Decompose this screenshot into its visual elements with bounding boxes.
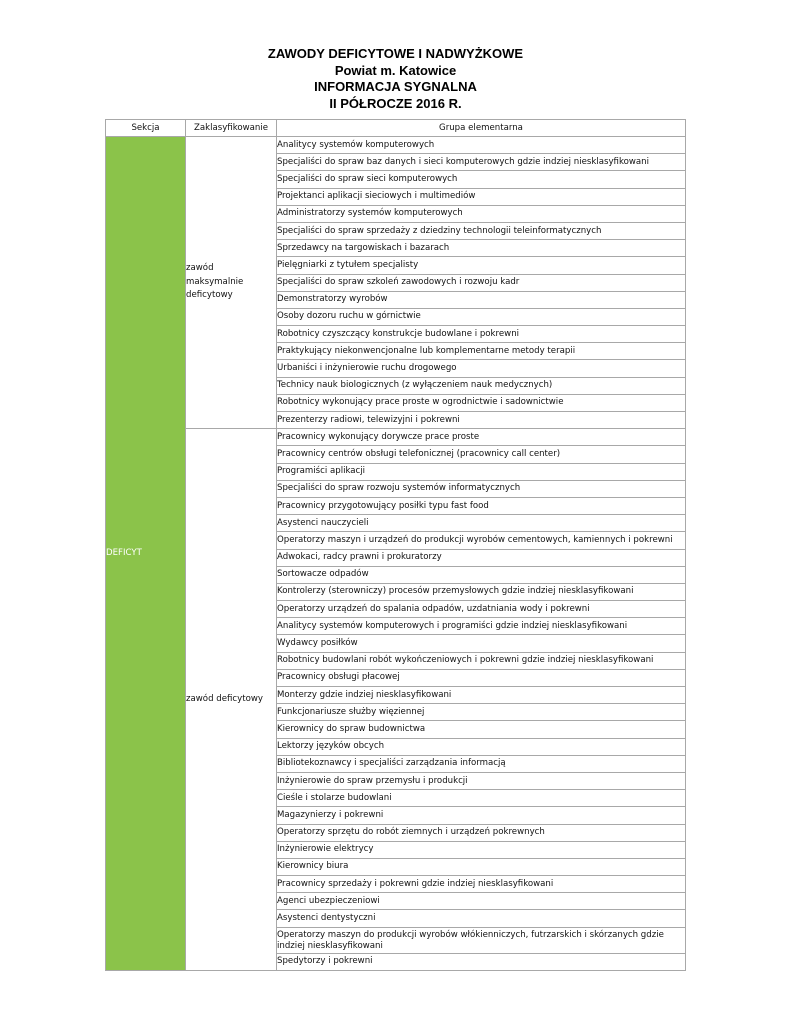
occupations-table bbox=[105, 119, 686, 971]
header-zaklasyfikowanie: Zaklasyfikowanie bbox=[186, 120, 277, 137]
grupa-elementarna-cell: Specjaliści do spraw sieci komputerowych bbox=[277, 171, 686, 188]
grupa-elementarna-cell: Kierownicy biura bbox=[277, 858, 686, 875]
grupa-elementarna-cell: Sortowacze odpadów bbox=[277, 566, 686, 583]
grupa-elementarna-cell: Asystenci dentystyczni bbox=[277, 910, 686, 927]
header-grupa-elementarna: Grupa elementarna bbox=[277, 120, 686, 137]
grupa-elementarna-cell: Operatorzy sprzętu do robót ziemnych i urządzeń pokrewnych bbox=[277, 824, 686, 841]
grupa-elementarna-cell: Operatorzy maszyn do produkcji wyrobów włókienniczych, futrzarskich i skórzanych gdzie indziej niesklasyfikowani bbox=[277, 927, 686, 953]
grupa-elementarna-cell: Pracownicy centrów obsługi telefonicznej (pracownicy call center) bbox=[277, 446, 686, 463]
zaklasyfikowanie-cell bbox=[186, 429, 277, 971]
title-line-2: Powiat m. Katowice bbox=[334, 62, 457, 78]
grupa-elementarna-cell: Pracownicy sprzedaży i pokrewni gdzie indziej niesklasyfikowani bbox=[277, 876, 686, 893]
grupa-elementarna-cell: Demonstratorzy wyrobów bbox=[277, 291, 686, 308]
grupa-elementarna-cell: Asystenci nauczycieli bbox=[277, 515, 686, 532]
grupa-elementarna-cell: Operatorzy maszyn i urządzeń do produkcji wyrobów cementowych, kamiennych i pokrewni bbox=[277, 532, 686, 549]
zaklasyfikowanie-cell bbox=[186, 137, 277, 429]
grupa-elementarna-cell: Specjaliści do spraw baz danych i sieci komputerowych gdzie indziej niesklasyfikowani bbox=[277, 154, 686, 171]
grupa-elementarna-cell: Robotnicy czyszczący konstrukcje budowlane i pokrewni bbox=[277, 326, 686, 343]
grupa-elementarna-cell: Pracownicy przygotowujący posiłki typu fast food bbox=[277, 497, 686, 514]
grupa-elementarna-cell: Programiści aplikacji bbox=[277, 463, 686, 480]
table-header-row bbox=[106, 120, 686, 137]
grupa-elementarna-cell: Specjaliści do spraw sprzedaży z dziedziny technologii teleinformatycznych bbox=[277, 222, 686, 239]
document-title bbox=[0, 46, 791, 112]
grupa-elementarna-cell: Pielęgniarki z tytułem specjalisty bbox=[277, 257, 686, 274]
grupa-elementarna-cell: Administratorzy systemów komputerowych bbox=[277, 205, 686, 222]
grupa-elementarna-cell: Operatorzy urządzeń do spalania odpadów, uzdatniania wody i pokrewni bbox=[277, 601, 686, 618]
grupa-elementarna-cell: Cieśle i stolarze budowlani bbox=[277, 790, 686, 807]
title-line-4: II PÓŁROCZE 2016 R. bbox=[329, 95, 462, 111]
grupa-elementarna-cell: Projektanci aplikacji sieciowych i multimediów bbox=[277, 188, 686, 205]
grupa-elementarna-cell: Inżynierowie elektrycy bbox=[277, 841, 686, 858]
grupa-elementarna-cell: Inżynierowie do spraw przemysłu i produkcji bbox=[277, 772, 686, 789]
grupa-elementarna-cell: Monterzy gdzie indziej niesklasyfikowani bbox=[277, 687, 686, 704]
sekcja-cell: DEFICYT bbox=[106, 137, 186, 971]
grupa-elementarna-cell: Robotnicy budowlani robót wykończeniowych i pokrewni gdzie indziej niesklasyfikowani bbox=[277, 652, 686, 669]
table-row bbox=[106, 429, 686, 446]
grupa-elementarna-cell: Analitycy systemów komputerowych bbox=[277, 137, 686, 154]
grupa-elementarna-cell: Magazynierzy i pokrewni bbox=[277, 807, 686, 824]
grupa-elementarna-cell: Kontrolerzy (sterowniczy) procesów przemysłowych gdzie indziej niesklasyfikowani bbox=[277, 583, 686, 600]
grupa-elementarna-cell: Spedytorzy i pokrewni bbox=[277, 953, 686, 970]
grupa-elementarna-cell: Sprzedawcy na targowiskach i bazarach bbox=[277, 240, 686, 257]
grupa-elementarna-cell: Kierownicy do spraw budownictwa bbox=[277, 721, 686, 738]
grupa-elementarna-cell: Funkcjonariusze służby więziennej bbox=[277, 704, 686, 721]
grupa-elementarna-cell: Agenci ubezpieczeniowi bbox=[277, 893, 686, 910]
title-line-1: ZAWODY DEFICYTOWE I NADWYŻKOWE bbox=[267, 46, 524, 61]
grupa-elementarna-cell: Specjaliści do spraw szkoleń zawodowych i rozwoju kadr bbox=[277, 274, 686, 291]
zaklasyfikowanie-label: zawód deficytowy bbox=[186, 693, 263, 704]
zaklasyfikowanie-label: zawód maksymalnie deficytowy bbox=[186, 263, 244, 301]
grupa-elementarna-cell: Praktykujący niekonwencjonalne lub komplementarne metody terapii bbox=[277, 343, 686, 360]
grupa-elementarna-cell: Wydawcy posiłków bbox=[277, 635, 686, 652]
table-body bbox=[106, 137, 686, 971]
grupa-elementarna-cell: Technicy nauk biologicznych (z wyłączeniem nauk medycznych) bbox=[277, 377, 686, 394]
grupa-elementarna-cell: Bibliotekoznawcy i specjaliści zarządzania informacją bbox=[277, 755, 686, 772]
grupa-elementarna-cell: Robotnicy wykonujący prace proste w ogrodnictwie i sadownictwie bbox=[277, 394, 686, 411]
grupa-elementarna-cell: Osoby dozoru ruchu w górnictwie bbox=[277, 308, 686, 325]
header-sekcja: Sekcja bbox=[106, 120, 186, 137]
grupa-elementarna-cell: Analitycy systemów komputerowych i programiści gdzie indziej niesklasyfikowani bbox=[277, 618, 686, 635]
title-line-3: INFORMACJA SYGNALNA bbox=[314, 79, 477, 94]
grupa-elementarna-cell: Prezenterzy radiowi, telewizyjni i pokrewni bbox=[277, 412, 686, 429]
grupa-elementarna-cell: Urbaniści i inżynierowie ruchu drogowego bbox=[277, 360, 686, 377]
grupa-elementarna-cell: Specjaliści do spraw rozwoju systemów informatycznych bbox=[277, 480, 686, 497]
grupa-elementarna-cell: Adwokaci, radcy prawni i prokuratorzy bbox=[277, 549, 686, 566]
grupa-elementarna-cell: Lektorzy języków obcych bbox=[277, 738, 686, 755]
grupa-elementarna-cell: Pracownicy obsługi płacowej bbox=[277, 669, 686, 686]
grupa-elementarna-cell: Pracownicy wykonujący dorywcze prace proste bbox=[277, 429, 686, 446]
table-row bbox=[106, 137, 686, 154]
